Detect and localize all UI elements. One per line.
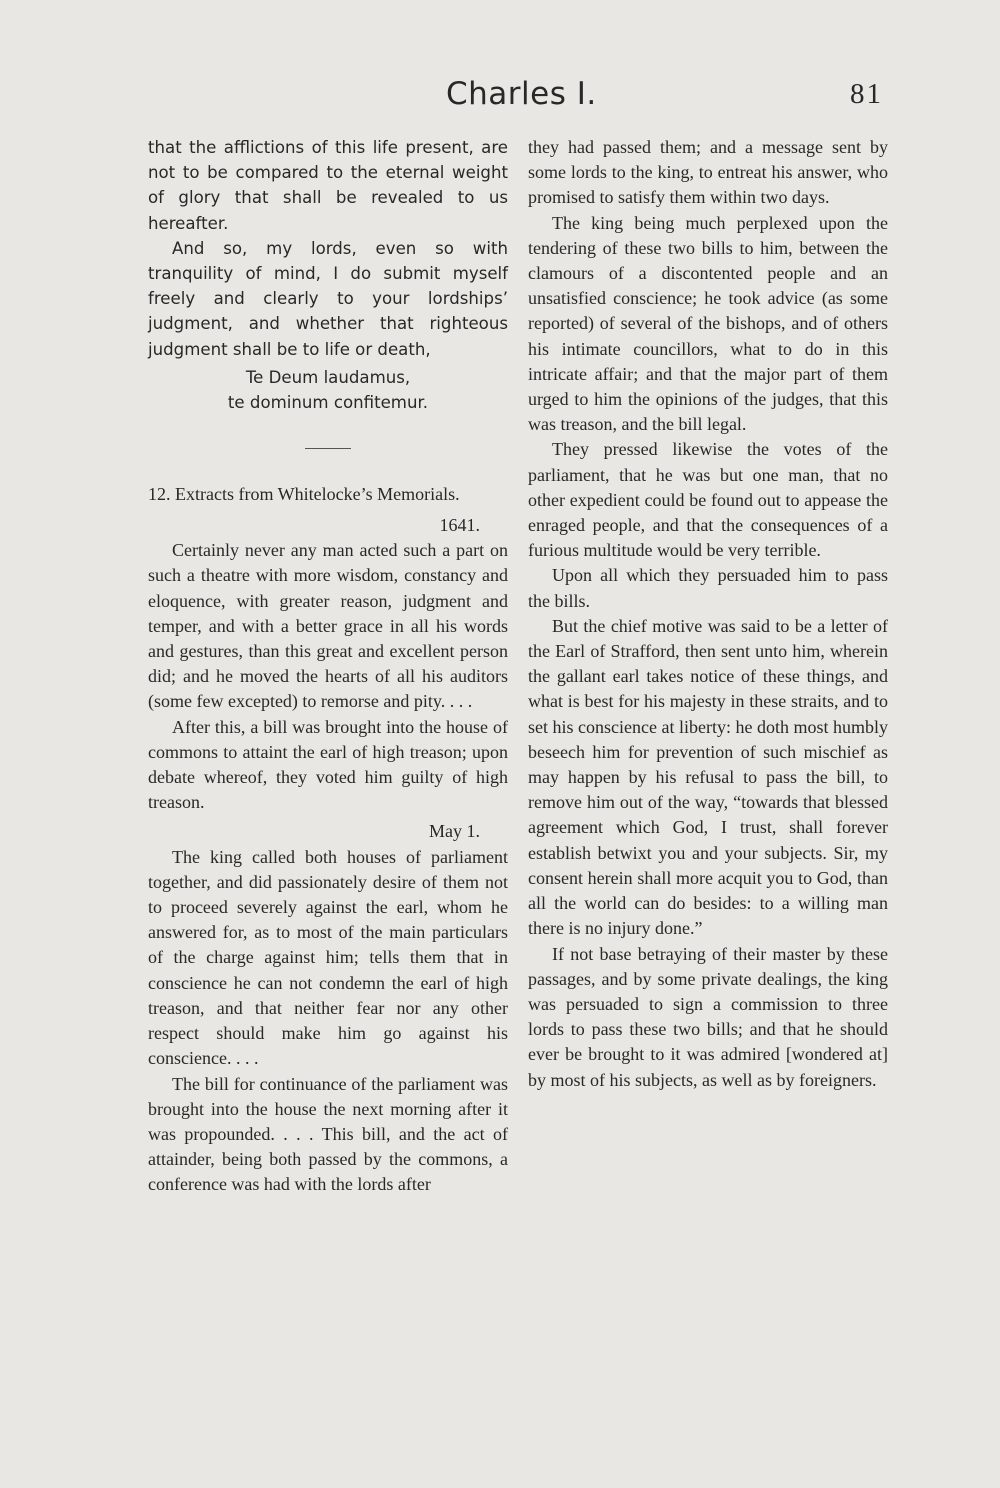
paragraph: that the afflictions of this life present, are not to be compared to the eternal weight of glory that shall be revealed to us hereafter. [148, 138, 508, 233]
left-column [148, 135, 508, 1198]
paragraph: After this, a bill was brought into the house of commons to attaint the earl of high treason; upon debate whereof, they voted him guilty of high treason. [148, 716, 508, 813]
section-heading-block [148, 482, 508, 507]
running-title: Charles I. [446, 76, 597, 112]
paragraph: And so, my lords, even so with tranquility of mind, I do submit myself freely and clearly to your lordships’ judgment, and whether that righteous judgment shall be to life or death, [148, 238, 508, 359]
paragraph: The bill for continuance of the parliament was brought into the house the next morning after it was propounded. . . . This bill, and the act of attainder, being both passed by the commons, a conference was had with the lords after [148, 1073, 508, 1195]
right-column [528, 135, 888, 1093]
page-number: 81 [850, 78, 883, 110]
paragraph: Upon all which they persuaded him to pass the bills. [528, 565, 888, 611]
paragraph: Certainly never any man acted such a part on such a theatre with more wisdom, constancy and eloquence, with greater reason, judgment and temper, and with a better grace in all his words and gestures, than this great and excellent person did; and he moved the hearts of all his auditors (some few excepted) to remorse and pity. . . . [148, 540, 508, 712]
verse-line: te dominum confitemur. [227, 392, 429, 412]
paragraph: they had passed them; and a message sent by some lords to the king, to entreat his answer, who promised to satisfy them within two days. [528, 137, 888, 208]
paragraph: But the chief motive was said to be a letter of the Earl of Strafford, then sent unto him, wherein the gallant earl takes notice of these things, and what is best for his majesty in these straits, and to set his conscience at liberty: he doth most humbly beseech him for prevention of such mischief as may happen by his refusal to pass the bill, to remove him out of the way, “towards that blessed agreement which God, I trust, shall forever establish betwixt you and your subjects. Sir, my consent herein shall more acquit you to God, than all the world can do besides: to a willing man there is no injury done.” [528, 615, 888, 939]
section-divider [305, 448, 351, 449]
paragraph: The king being much perplexed upon the tendering of these two bills to him, between the clamours of a discontented people and an unsatisfied conscience; he took advice (as some reported) of several of the bishops, and of others his intimate councillors, what to do in this intricate affair; and that the major part of them urged to him the opinions of the judges, that this was treason, and the bill legal. [528, 212, 888, 435]
paragraph: The king called both houses of parliament together, and did passionately desire of them not to proceed severely against the earl, whom he answered for, as to most of the main particulars of the charge against him; tells them that in conscience he can not condemn the earl of high treason, and that neither fear nor any other respect should make him go against his conscience. . . . [148, 846, 508, 1069]
paragraph: If not base betraying of their master by these passages, and by some private dealings, the king was persuaded to sign a commission to three lords to pass these two bills; and that he should ever be brought to it was admired [wondered at] by most of his subjects, as well as by foreigners. [528, 943, 888, 1090]
section-heading: 12. Extracts from Whitelocke’s Memorials. [148, 483, 460, 504]
paragraph: They pressed likewise the votes of the parliament, that he was but one man, that no other expedient could be found out to appease the enraged people, and that the consequences of a furious multitude would be very terrible. [528, 439, 888, 561]
verse-line: Te Deum laudamus, [245, 367, 411, 387]
date-line: May 1. [429, 821, 480, 842]
date-line: 1641. [439, 515, 480, 536]
latin-verse [148, 365, 508, 415]
